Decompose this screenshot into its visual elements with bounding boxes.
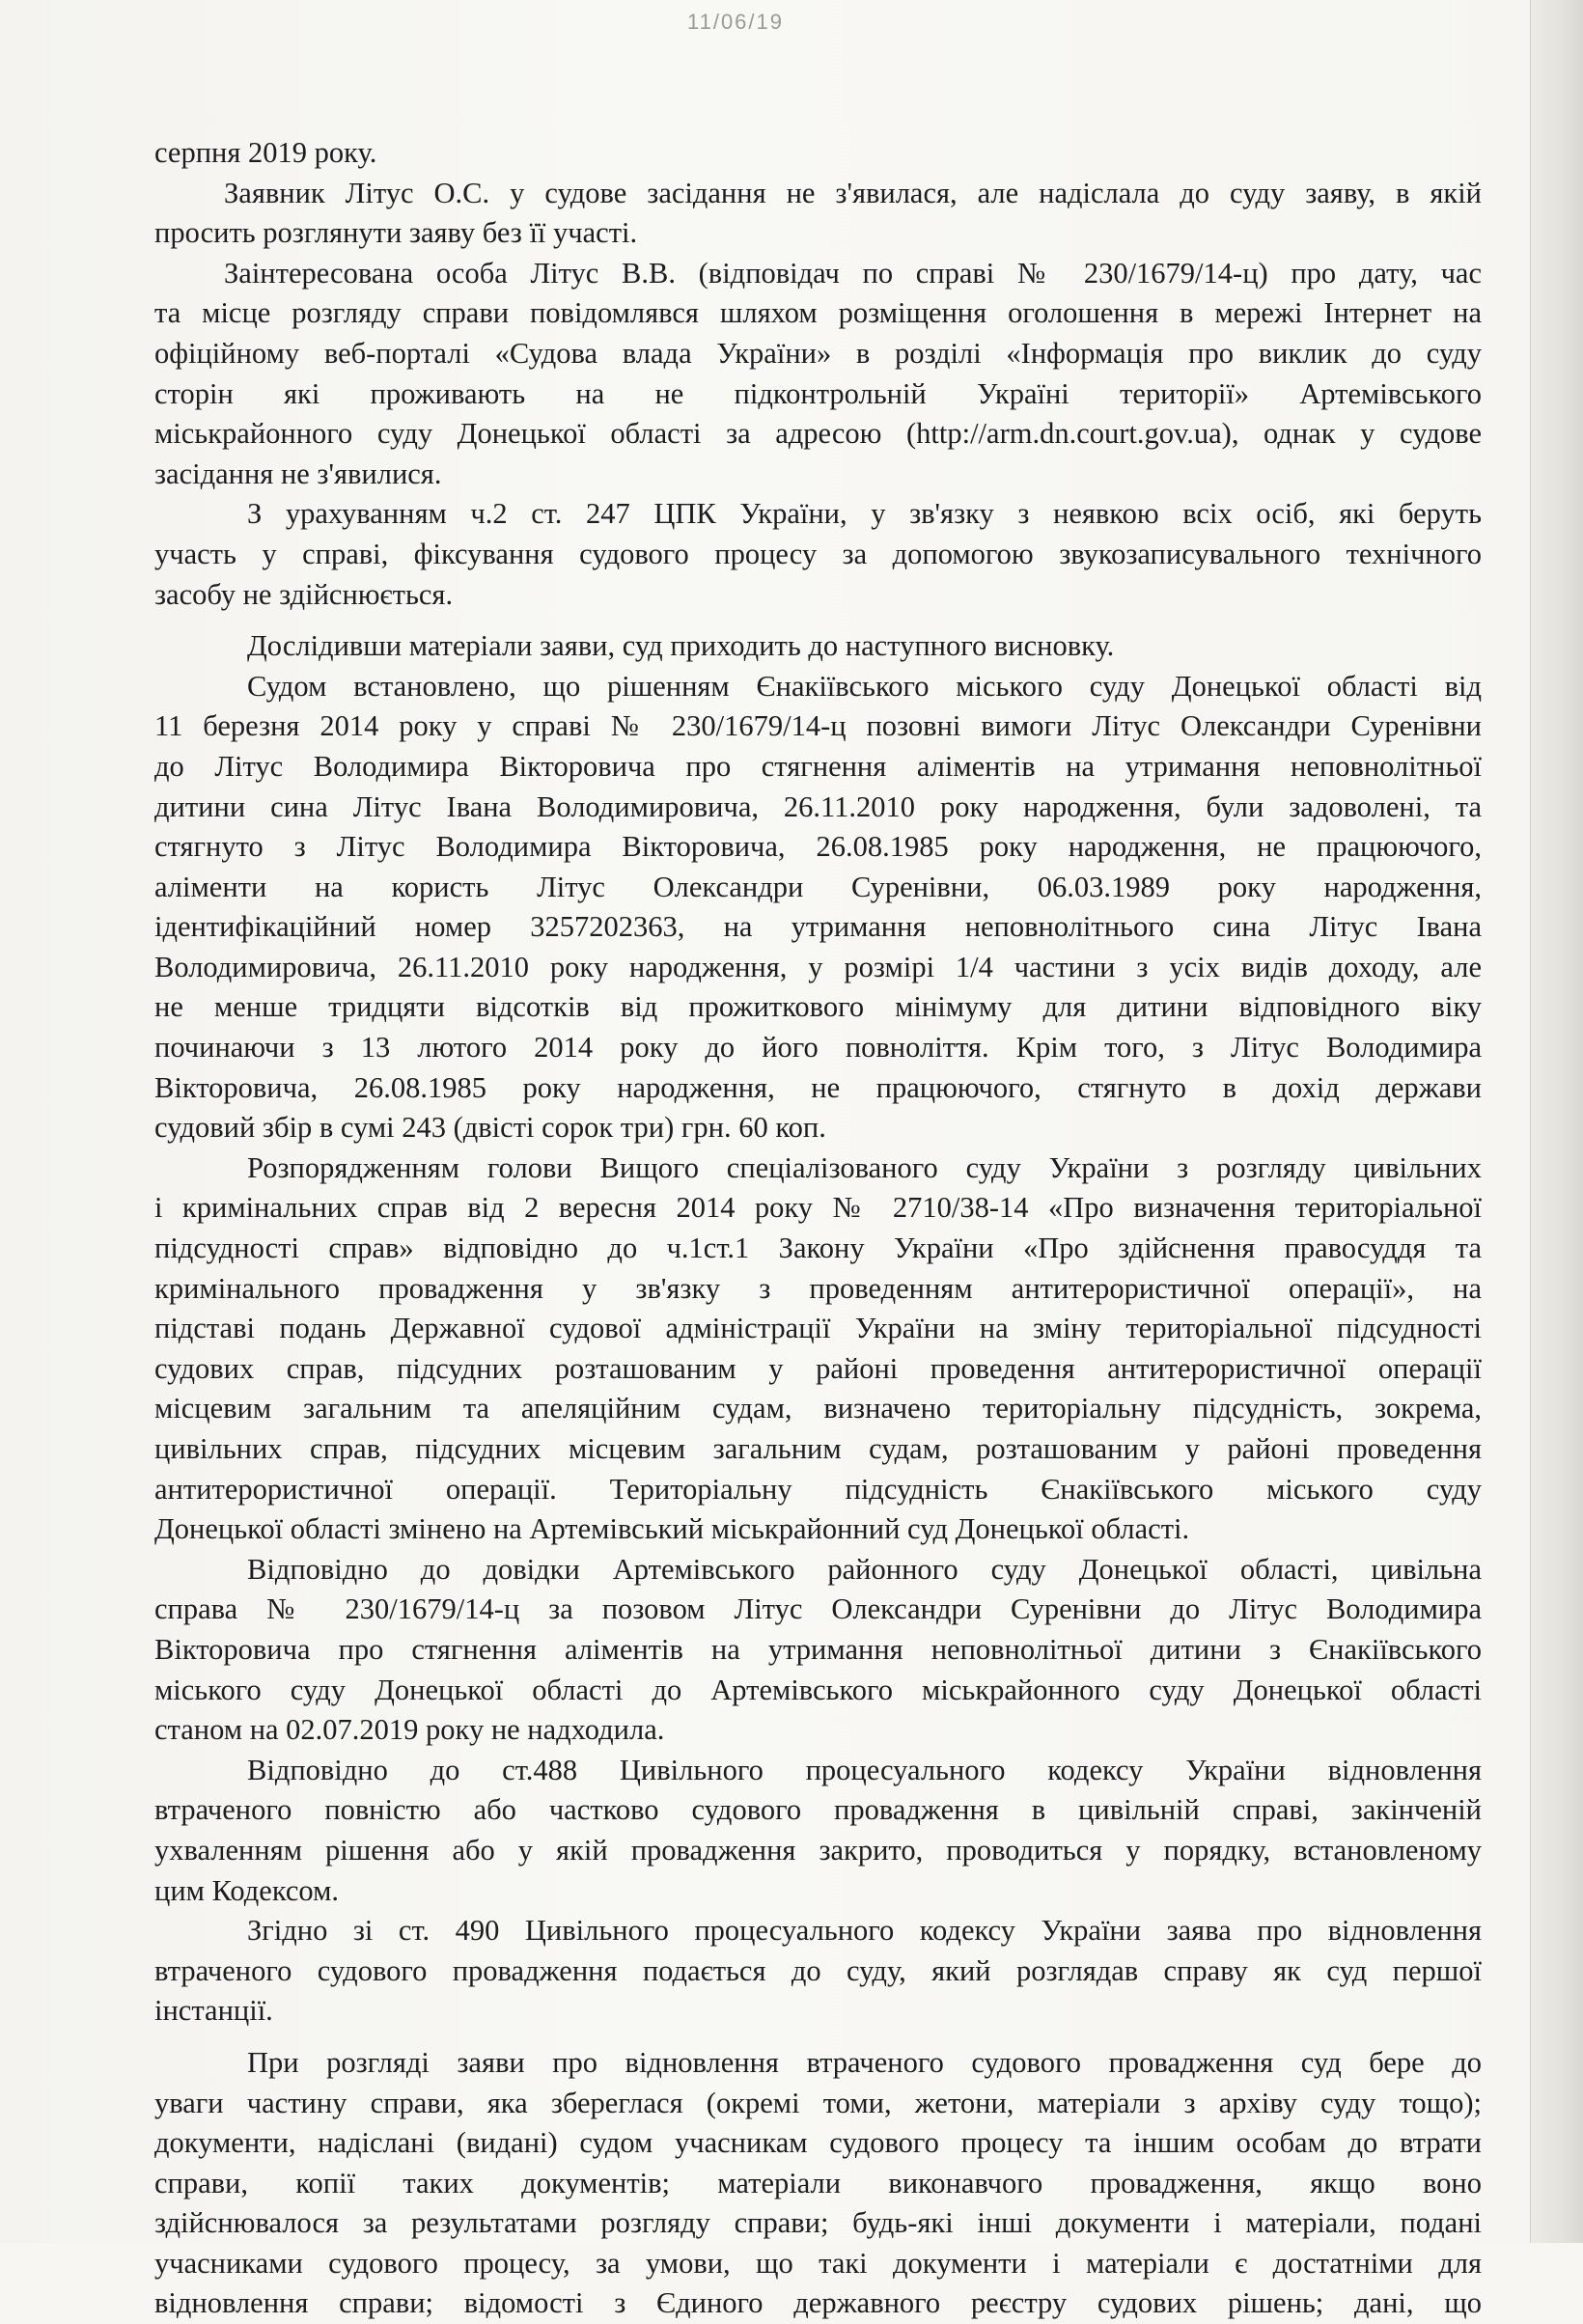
text-line: здійснювалося за результатами розгляду справи; будь-які інші документи і матеріали, подані bbox=[154, 2206, 1482, 2240]
text-line: антитерористичної операції. Територіальну підсудність Єнакіївського міського суду bbox=[154, 1472, 1482, 1506]
text-line: втраченого судового провадження подається до суду, який розглядав справу як суд першої bbox=[154, 1953, 1482, 1987]
text-line: Заявник Літус О.С. у судове засідання не з'явилася, але надіслала до суду заяву, в якій bbox=[224, 176, 1482, 209]
text-line: стягнуто з Літус Володимира Вікторовича, 26.08.1985 року народження, не працюючого, bbox=[154, 830, 1482, 864]
text-line: Дослідивши матеріали заяви, суд приходить до наступного висновку. bbox=[247, 629, 1115, 663]
text-line: офіційному веб-порталі «Судова влада України» в розділі «Інформація про виклик до суду bbox=[154, 336, 1482, 370]
paragraph bbox=[154, 1550, 1482, 1751]
page-stamp-mark: 11/06/19 bbox=[687, 10, 785, 34]
text-line: При розгляді заяви про відновлення втраченого судового провадження суд бере до bbox=[247, 2045, 1482, 2079]
text-line: ідентифікаційний номер 3257202363, на утримання неповнолітнього сина Літус Івана bbox=[154, 910, 1482, 944]
text-line: справа № 230/1679/14-ц за позовом Літус Олександри Суренівни до Літус Володимира bbox=[154, 1592, 1482, 1626]
document-body bbox=[154, 133, 1482, 2324]
text-line: судових справ, підсудних розташованим у районі проведення антитерористичної операції bbox=[154, 1351, 1482, 1385]
page-edge-shadow bbox=[1530, 0, 1583, 2243]
text-line: і кримінальних справ від 2 вересня 2014 року № 2710/38-14 «Про визначення територіальної bbox=[154, 1191, 1482, 1225]
paragraph bbox=[154, 1148, 1482, 1550]
text-line: З урахуванням ч.2 ст. 247 ЦПК України, у зв'язку з неявкою всіх осіб, які беруть bbox=[247, 497, 1482, 531]
text-line: Відповідно до ст.488 Цивільного процесуального кодексу України відновлення bbox=[247, 1753, 1482, 1786]
text-line: до Літус Володимира Вікторовича про стягнення аліментів на утримання неповнолітньої bbox=[154, 749, 1482, 783]
text-line: сторін які проживають на не підконтрольній Україні території» Артемівського bbox=[154, 376, 1482, 410]
text-line: не менше тридцяти відсотків від прожиткового мінімуму для дитини відповідного віку bbox=[154, 990, 1482, 1024]
text-line: підсудності справ» відповідно до ч.1ст.1 Закону України «Про здійснення правосуддя та bbox=[154, 1231, 1482, 1265]
text-line: підставі подань Державної судової адміністрації України на зміну територіальної підсудності bbox=[154, 1312, 1482, 1345]
text-line: станом на 02.07.2019 року не надходила. bbox=[154, 1713, 665, 1747]
text-line: Вікторовича, 26.08.1985 року народження, не працюючого, стягнуто в дохід держави bbox=[154, 1070, 1482, 1104]
text-line: втраченого повністю або частково судового провадження в цивільній справі, закінченій bbox=[154, 1793, 1482, 1827]
paragraph bbox=[154, 1911, 1482, 2032]
text-line: документи, надіслані (видані) судом учасникам судового процесу та іншим особам до втрати bbox=[154, 2126, 1482, 2160]
text-line: цивільних справ, підсудних місцевим загальним судам, розташованим у районі проведення bbox=[154, 1432, 1482, 1465]
text-line: Донецької області змінено на Артемівський міськрайонний суд Донецької області. bbox=[154, 1512, 1190, 1546]
paragraph bbox=[154, 494, 1482, 615]
text-line: міськрайонного суду Донецької області за адресою (http://arm.dn.court.gov.ua), однак у судове bbox=[154, 417, 1482, 451]
text-line: засобу не здійснюється. bbox=[154, 577, 454, 611]
paragraph bbox=[154, 2043, 1482, 2324]
text-line: засідання не з'явилися. bbox=[154, 456, 442, 490]
text-line: Згідно зі ст. 490 Цивільного процесуального кодексу України заява про відновлення bbox=[247, 1914, 1482, 1948]
text-line: ухваленням рішення або у якій провадження закрито, проводиться у порядку, встановленому bbox=[154, 1833, 1482, 1867]
paragraph bbox=[154, 667, 1482, 1148]
text-line: Вікторовича про стягнення аліментів на утримання неповнолітньої дитини з Єнакіївського bbox=[154, 1632, 1482, 1666]
text-line: Володимировича, 26.11.2010 року народження, у розмірі 1/4 частини з усіх видів доходу, але bbox=[154, 950, 1482, 983]
text-line: починаючи з 13 лютого 2014 року до його повноліття. Крім того, з Літус Володимира bbox=[154, 1031, 1482, 1065]
text-line: Заінтересована особа Літус В.В. (відповідач по справі № 230/1679/14-ц) про дату, час bbox=[224, 256, 1482, 290]
text-line: просить розглянути заяву без її участі. bbox=[154, 216, 638, 250]
text-line: цим Кодексом. bbox=[154, 1873, 340, 1907]
text-line: уваги частину справи, яка збереглася (окремі томи, жетони, матеріали з архіву суду тощо); bbox=[154, 2086, 1482, 2119]
text-line: міського суду Донецької області до Артемівського міськрайонного суду Донецької області bbox=[154, 1673, 1482, 1706]
paragraph bbox=[154, 254, 1482, 495]
text-line: Відповідно до довідки Артемівського районного суду Донецької області, цивільна bbox=[247, 1552, 1482, 1586]
text-line: аліменти на користь Літус Олександри Суренівни, 06.03.1989 року народження, bbox=[154, 870, 1482, 903]
paragraph bbox=[154, 174, 1482, 254]
text-line: інстанції. bbox=[154, 1994, 273, 2028]
text-line: справи, копії таких документів; матеріали виконавчого провадження, якщо воно bbox=[154, 2166, 1482, 2200]
text-line: та місце розгляду справи повідомлявся шляхом розміщення оголошення в мережі Інтернет на bbox=[154, 296, 1482, 330]
text-line: місцевим загальним та апеляційним судам, визначено територіальну підсудність, зокрема, bbox=[154, 1392, 1482, 1425]
text-line: кримінального провадження у зв'язку з проведенням антитерористичної операції», на bbox=[154, 1271, 1482, 1305]
text-line: Судом встановлено, що рішенням Єнакіївського міського суду Донецької області від bbox=[247, 669, 1482, 703]
paragraph bbox=[154, 133, 1482, 174]
text-line: судовий збір в сумі 243 (двісті сорок три) грн. 60 коп. bbox=[154, 1111, 826, 1145]
text-line: відновлення справи; відомості з Єдиного державного реєстру судових рішень; дані, що bbox=[154, 2286, 1482, 2320]
text-line: 11 березня 2014 року у справі № 230/1679/14-ц позовні вимоги Літус Олександри Суренівни bbox=[154, 709, 1482, 743]
paragraph bbox=[154, 1751, 1482, 1911]
text-line: участь у справі, фіксування судового процесу за допомогою звукозаписувального технічного bbox=[154, 537, 1482, 570]
text-line: дитини сина Літус Івана Володимировича, 26.11.2010 року народження, були задоволені, та bbox=[154, 789, 1482, 823]
paragraph bbox=[154, 626, 1482, 667]
text-line: учасниками судового процесу, за умови, що такі документи і матеріали є достатніми для bbox=[154, 2246, 1482, 2280]
text-line: Розпорядженням голови Вищого спеціалізованого суду України з розгляду цивільних bbox=[247, 1150, 1482, 1184]
text-line: серпня 2019 року. bbox=[154, 136, 377, 169]
